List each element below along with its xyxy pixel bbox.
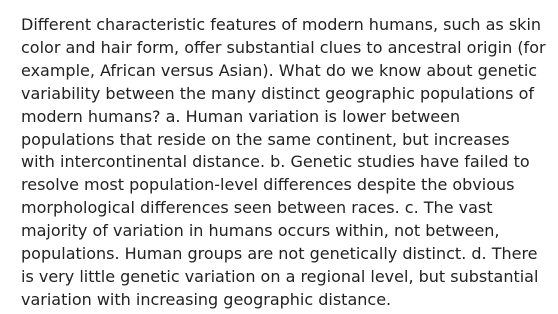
question-line-4: variability between the many distinct geographic populations of xyxy=(21,83,535,103)
question-line-13: variation with increasing geographic distance. xyxy=(21,289,392,309)
question-line-1: Different characteristic features of modern humans, such as skin xyxy=(21,15,542,34)
question-line-8: resolve most population-level differences despite the obvious xyxy=(21,175,515,195)
question-line-10: majority of variation in humans occurs within, not between, xyxy=(21,221,500,241)
question-line-2: color and hair form, offer substantial clues to ancestral origin (for xyxy=(21,37,546,57)
question-line-3: example, African versus Asian). What do we know about genetic xyxy=(21,60,538,80)
question-line-5: modern humans? a. Human variation is lower between xyxy=(21,106,461,126)
question-line-7: with intercontinental distance. b. Genetic studies have failed to xyxy=(21,152,530,172)
question-line-11: populations. Human groups are not genetically distinct. d. There xyxy=(21,244,538,264)
question-line-9: morphological differences seen between races. c. The vast xyxy=(21,198,493,218)
question-line-12: is very little genetic variation on a regional level, but substantial xyxy=(21,266,539,286)
question-line-6: populations that reside on the same continent, but increases xyxy=(21,129,510,149)
question-text xyxy=(21,14,546,312)
